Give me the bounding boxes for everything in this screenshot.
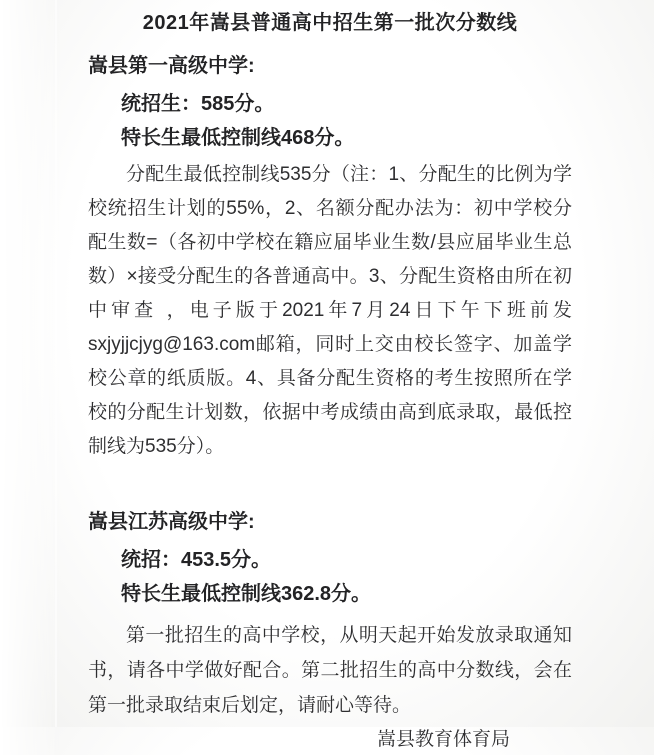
closing-paragraph: 第一批招生的高中学校，从明天起开始发放录取通知书，请各中学做好配合。第二批招生的高中分数线，会在第一批录取结束后划定，请耐心等待。	[88, 625, 572, 716]
school-section-first-high	[88, 52, 572, 464]
first-high-special-talent-score: 特长生最低控制线468分。	[121, 127, 355, 149]
first-high-general-admission-score: 统招生：585分。	[121, 93, 275, 115]
issuer-signature: 嵩县教育体育局	[376, 729, 510, 750]
jiangsu-high-special-talent-score: 特长生最低控制线362.8分。	[121, 583, 372, 605]
school-name-jiangsu-high: 嵩县江苏高级中学:	[88, 511, 255, 533]
document-title: 2021年嵩县普通高中招生第一批次分数线	[142, 12, 518, 34]
first-high-allocation-note-paragraph: 分配生最低控制线535分（注：1、分配生的比例为学校统招生计划的55%，2、名额分配办法为：初中学校分配生数=（各初中学校在籍应届毕业生数/县应届毕业生总数）×接受分配生的各普通高中。3、分配生资格由所在初中审查 ，电子版于2021年7月24日下午下班前发sxjyjjcjyg@163.com邮箱，同时上交由校长签字、加盖学校公章的纸质版。4、具备分配生资格的考生按照所在学校的分配生计划数，依据中考成绩由高到底录取，最低控制线为535分）。	[88, 164, 572, 457]
jiangsu-high-general-admission-score: 统招：453.5分。	[121, 549, 272, 571]
school-name-first-high: 嵩县第一高级中学:	[88, 55, 255, 77]
scan-artifact-line	[55, 0, 57, 727]
school-section-jiangsu-high	[88, 508, 572, 608]
